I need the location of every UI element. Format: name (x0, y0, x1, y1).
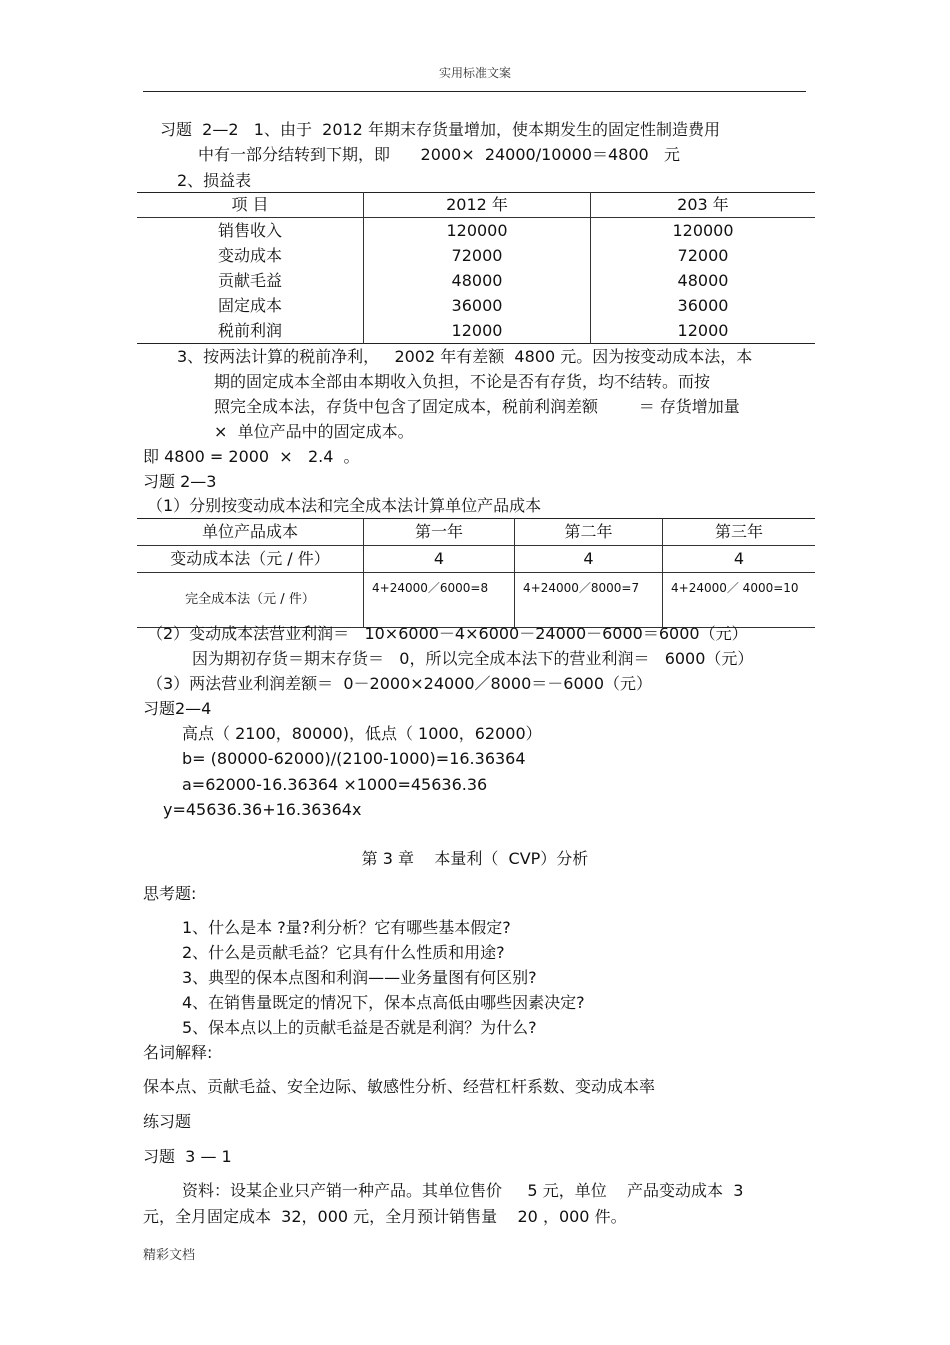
table-cell: 12000 (677, 320, 729, 340)
ex23-title: 习题 2—3 (143, 472, 217, 491)
row-label: 变动成本法（元 / 件） (137, 546, 364, 573)
table-header-row (137, 519, 815, 546)
table-cell: 48000 (677, 270, 729, 290)
ex22-line1: 习题 2—2 1、由于 2012 年期末存货量增加，使本期发生的固定性制造费用 (160, 120, 720, 139)
ex24-title: 习题2—4 (143, 699, 212, 718)
row-label: 贡献毛益 (137, 268, 364, 293)
ex22-p3-line3: 照完全成本法，存货中包含了固定成本，税前利润差额 ＝ 存货增加量 (214, 397, 740, 416)
page-footer: 精彩文档 (143, 1248, 196, 1263)
ex24-line2: b= (80000-62000)/(2100-1000)=16.36364 (182, 749, 526, 768)
table-cell: 4+24000／6000=8 (364, 573, 515, 628)
table-cell: 120000 (364, 218, 591, 244)
ex22-p3-line5: 即 4800 = 2000 × 2.4 。 (143, 447, 360, 466)
think-heading: 思考题: (143, 884, 197, 903)
table-cell: 36000 (364, 293, 591, 318)
table-cell: 4 (364, 546, 515, 573)
ex22-item2: 2、损益表 (177, 171, 252, 190)
table-cell: 48000 (364, 268, 591, 293)
header-cell: 项 目 (137, 193, 364, 218)
ex24-line3: a=62000-16.36364 ×1000=45636.36 (182, 775, 488, 794)
header-cell: 2012 年 (364, 193, 591, 218)
table-row (137, 546, 815, 573)
table-cell: 72000 (677, 245, 729, 265)
table-cell: 4+24000／8000=7 (515, 573, 663, 628)
row-label: 销售收入 (137, 218, 364, 244)
ex23-p2: （2）变动成本法营业利润＝ 10×6000－4×6000－24000－6000＝6000（元） (147, 624, 748, 643)
ex31-title: 习题 3 — 1 (143, 1147, 232, 1166)
table-row (137, 293, 815, 318)
ex22-p3-line4: × 单位产品中的固定成本。 (214, 422, 414, 441)
ex22-line2: 中有一部分结转到下期，即 2000× 24000/10000＝4800 元 (198, 145, 680, 164)
ex22-p3-line2: 期的固定成本全部由本期收入负担，不论是否有存货，均不结转。而按 (214, 372, 711, 391)
ex23-sub1: （1）分别按变动成本法和完全成本法计算单位产品成本 (147, 496, 542, 515)
row-label: 变动成本 (137, 243, 364, 268)
income-table (137, 192, 815, 344)
table-cell: 72000 (364, 243, 591, 268)
header-cell: 第二年 (515, 519, 663, 546)
terms-heading: 名词解释: (143, 1043, 213, 1062)
table-row (137, 573, 815, 628)
table-cell: 36000 (677, 295, 729, 315)
question-item: 5、保本点以上的贡献毛益是否就是利润？为什么? (182, 1018, 537, 1037)
practice-heading: 练习题 (143, 1112, 192, 1131)
ex24-line1: 高点（ 2100，80000)，低点（ 1000，62000） (182, 724, 542, 743)
header-cell: 203 年 (591, 193, 816, 218)
question-item: 1、什么是本 ?量?利分析？它有哪些基本假定? (182, 918, 511, 937)
table-cell: 12000 (364, 318, 591, 344)
row-label: 固定成本 (137, 293, 364, 318)
ex31-data-line2: 元，全月固定成本 32，000 元，全月预计销售量 20 ，000 件。 (143, 1207, 627, 1226)
terms-list: 保本点、贡献毛益、安全边际、敏感性分析、经营杠杆系数、变动成本率 (143, 1077, 656, 1096)
table-row (137, 243, 815, 268)
table-row (137, 268, 815, 293)
table-cell: 4 (663, 546, 816, 573)
header-rule (143, 91, 806, 92)
question-item: 2、什么是贡献毛益？它具有什么性质和用途? (182, 943, 505, 962)
question-item: 4、在销售量既定的情况下，保本点高低由哪些因素决定? (182, 993, 585, 1012)
unit-cost-table (137, 518, 815, 628)
header-cell: 第三年 (663, 519, 816, 546)
table-cell: 120000 (672, 220, 734, 240)
row-label: 税前利润 (137, 318, 364, 344)
chapter-title: 第 3 章 本量利（ CVP）分析 (361, 849, 589, 868)
question-item: 3、典型的保本点图和利润——业务量图有何区别? (182, 968, 537, 987)
table-cell: 4+24000／ 4000=10 (663, 573, 816, 628)
table-header-row (137, 193, 815, 218)
header-cell: 单位产品成本 (137, 519, 364, 546)
page-header: 实用标准文案 (438, 66, 511, 80)
ex31-data-line1: 资料：设某企业只产销一种产品。其单位售价 5 元，单位 产品变动成本 3 (182, 1181, 744, 1200)
row-label: 完全成本法（元 / 件） (137, 573, 364, 628)
ex24-line4: y=45636.36+16.36364x (163, 800, 362, 819)
table-cell: 4 (515, 546, 663, 573)
table-row (137, 218, 815, 244)
ex23-p2b: 因为期初存货＝期末存货＝ 0，所以完全成本法下的营业利润＝ 6000（元） (192, 649, 754, 668)
ex23-p3: （3）两法营业利润差额＝ 0－2000×24000／8000＝－6000（元） (147, 674, 652, 693)
header-cell: 第一年 (364, 519, 515, 546)
table-row (137, 318, 815, 344)
ex22-p3-line1: 3、按两法计算的税前净利， 2002 年有差额 4800 元。因为按变动成本法，本 (177, 347, 753, 366)
